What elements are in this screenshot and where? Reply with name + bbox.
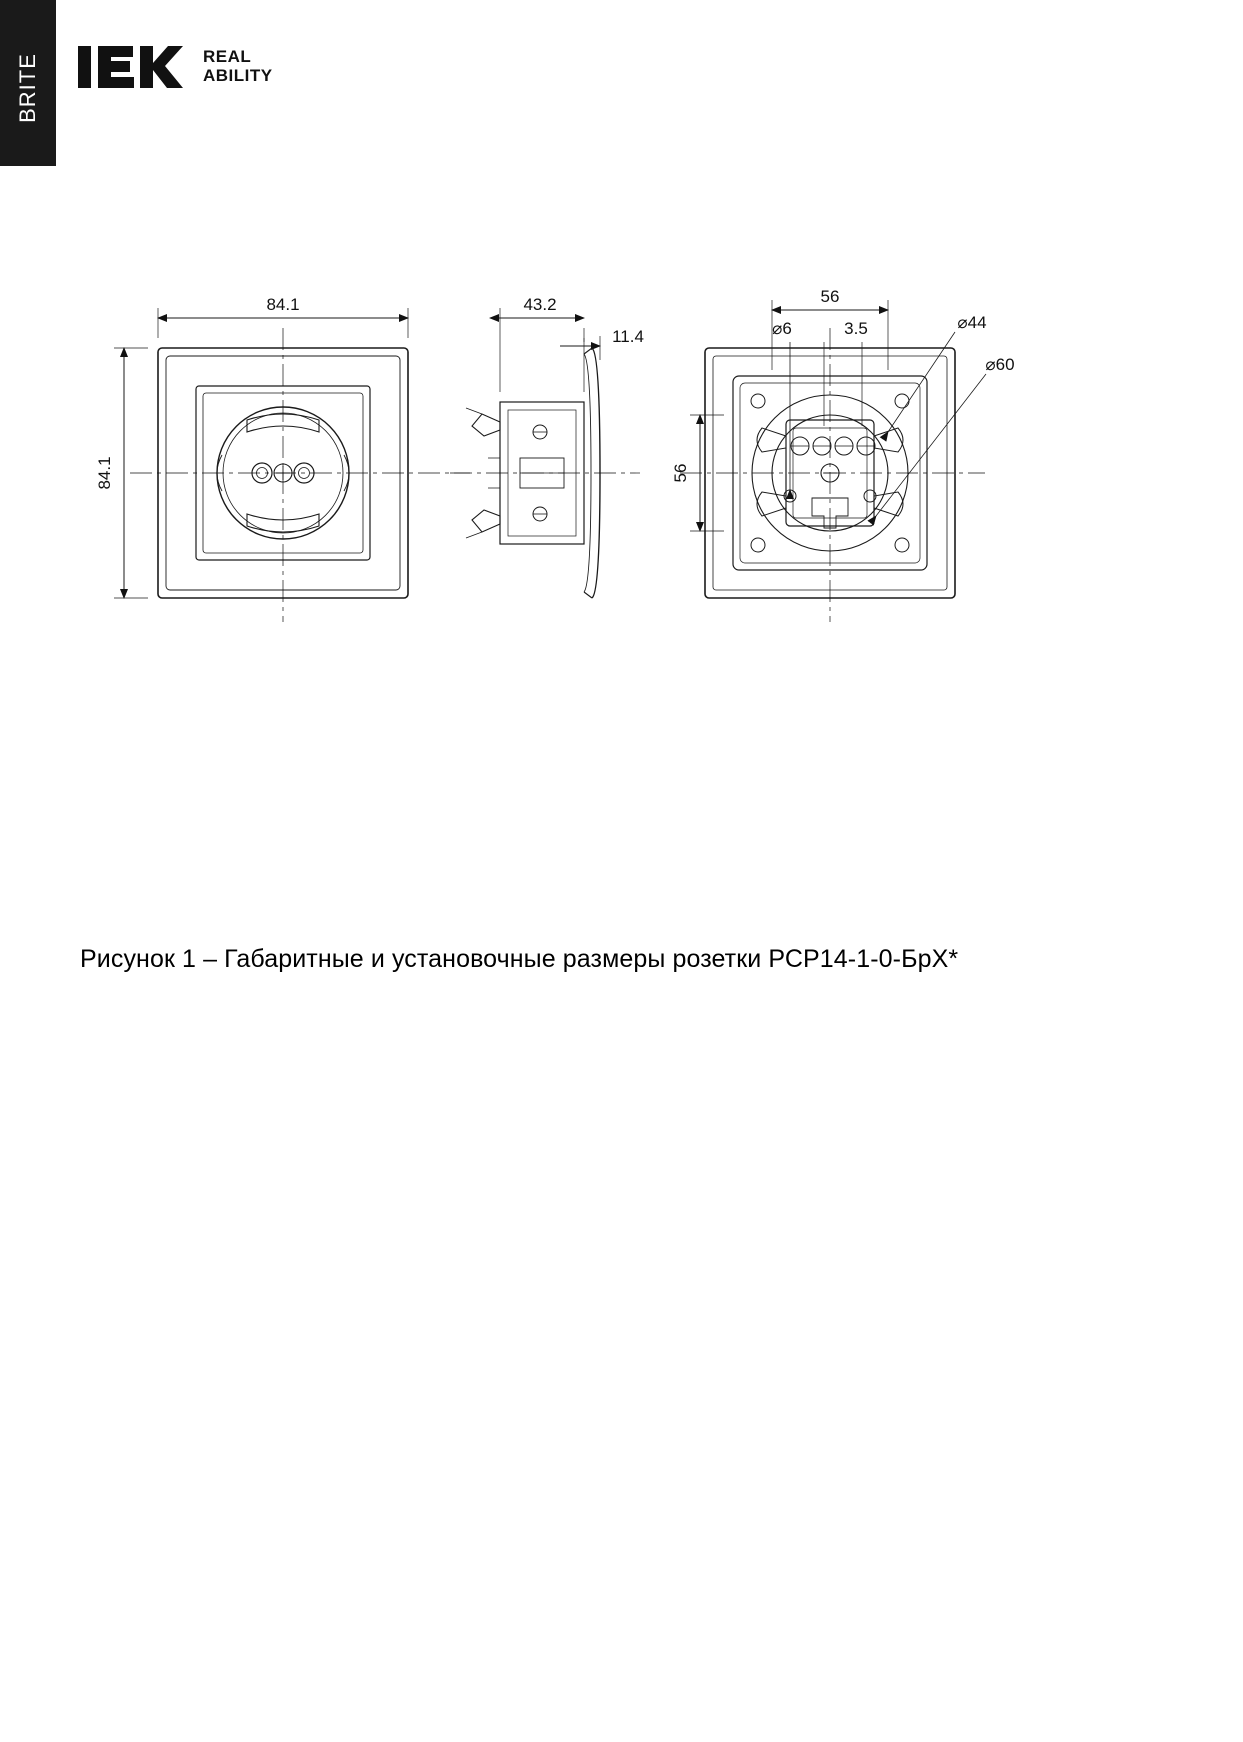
logo-tagline xyxy=(203,47,273,85)
logo-tagline-line1: REAL xyxy=(203,46,252,66)
dim-rear-width: 56 xyxy=(820,287,840,306)
page-header xyxy=(0,0,1243,166)
dim-side-depth: 43.2 xyxy=(523,295,557,314)
dim-rear-height: 56 xyxy=(671,463,690,483)
dim-side-frame: 11.4 xyxy=(612,327,644,346)
dim-rear-gap: 3.5 xyxy=(844,319,868,338)
dim-rear-hole-large: ⌀60 xyxy=(985,355,1015,374)
logo-tagline-line2: ABILITY xyxy=(203,66,273,85)
logo xyxy=(78,38,273,94)
technical-drawing xyxy=(0,250,1243,650)
figure-caption: Рисунок 1 – Габаритные и установочные размеры розетки РСР14-1-0-БрХ* xyxy=(80,945,959,973)
dim-rear-hole-mid: ⌀44 xyxy=(957,313,987,332)
iek-logo-icon xyxy=(78,38,183,94)
dim-rear-hole-small: ⌀6 xyxy=(772,319,792,338)
brand-tab xyxy=(0,0,56,166)
dim-front-height: 84.1 xyxy=(95,456,114,490)
front-view xyxy=(95,295,470,622)
rear-view xyxy=(671,287,1015,622)
side-view xyxy=(450,295,644,598)
dim-front-width: 84.1 xyxy=(266,295,300,314)
brand-tab-label: BRITE xyxy=(15,53,40,123)
